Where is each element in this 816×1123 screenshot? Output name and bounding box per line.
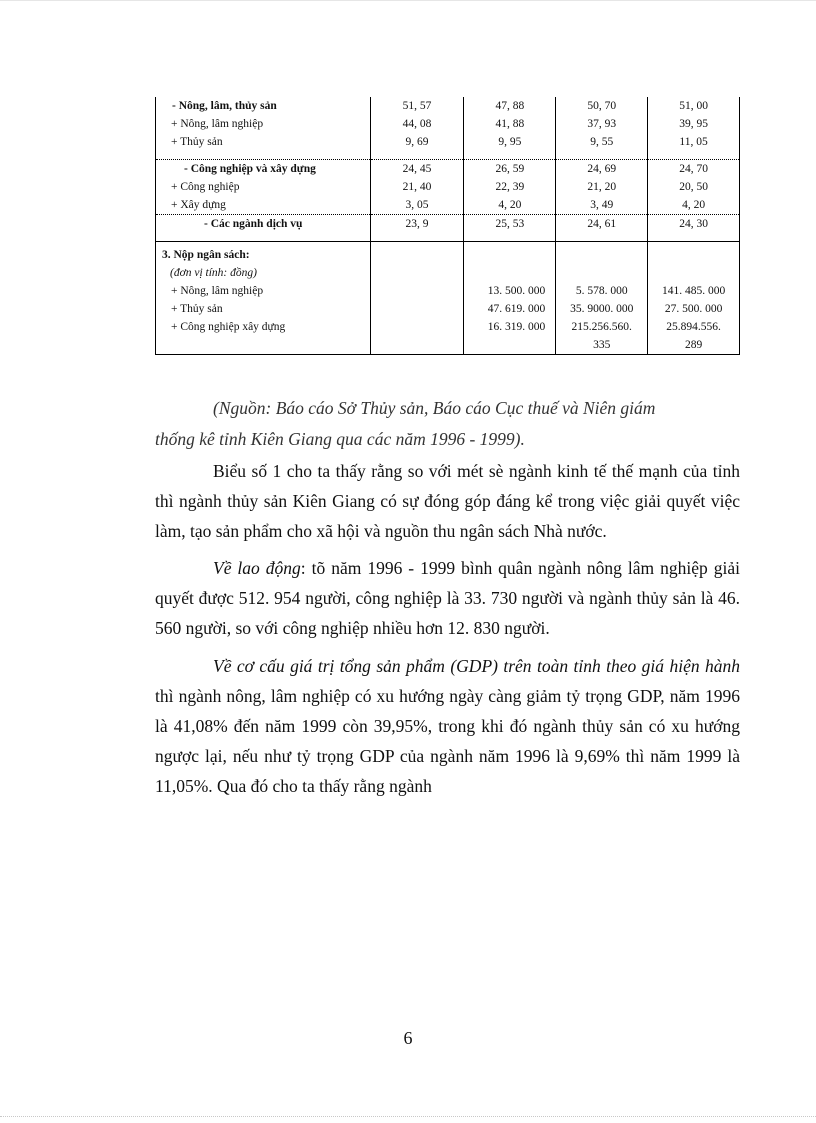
paragraph-text: : tõ năm 1996 - 1999 bình quân ngành nông lâm nghiệp giải quyết được 512. 954 người, công nghiệp là 33. 730 người và ngành thủy sản là 46. 560 người, so với công nghiệp nhiều hơn 12. 830 người.	[155, 558, 740, 638]
cell-value: 13. 500. 000	[464, 282, 556, 300]
cell-value: 4, 20	[648, 196, 740, 215]
table-row	[156, 115, 740, 133]
cell-value	[556, 264, 648, 282]
cell-value: 24, 45	[370, 160, 464, 179]
cell-value: 39, 95	[648, 115, 740, 133]
row-label: + Thủy sản	[156, 133, 371, 151]
cell-value: 47. 619. 000	[464, 300, 556, 318]
source-line-2: thống kê tỉnh Kiên Giang qua các năm 1996 - 1999).	[155, 429, 525, 449]
row-label: + Xây dựng	[156, 196, 371, 215]
cell-value: 25, 53	[464, 215, 556, 234]
paragraph-3	[155, 651, 740, 801]
cell-value: 41, 88	[464, 115, 556, 133]
cell-value: 26, 59	[464, 160, 556, 179]
cell-value: 3, 05	[370, 196, 464, 215]
source-note	[155, 393, 755, 455]
cell-value: 51, 57	[370, 97, 464, 115]
row-label: - Các ngành dịch vụ	[156, 215, 371, 234]
cell-value: 51, 00	[648, 97, 740, 115]
cell-value	[464, 264, 556, 282]
row-label: - Nông, lâm, thủy sản	[156, 97, 371, 115]
spacer-row	[156, 233, 740, 242]
cell-value: 24, 61	[556, 215, 648, 234]
unit-note: (đơn vị tính: đồng)	[156, 264, 371, 282]
table-row	[156, 160, 740, 179]
table-row	[156, 133, 740, 151]
cell-value: 25.894.556.	[648, 318, 740, 336]
cell-value: 35. 9000. 000	[556, 300, 648, 318]
cell-value	[370, 318, 464, 336]
cell-value: 37, 93	[556, 115, 648, 133]
cell-value	[464, 336, 556, 355]
cell-value	[370, 282, 464, 300]
table-row	[156, 264, 740, 282]
cell-value: 289	[648, 336, 740, 355]
table-row	[156, 215, 740, 234]
paragraph-lead: Về cơ cấu giá trị tổng sản phẩm (GDP) trên toàn tỉnh theo giá hiện hành	[213, 656, 740, 676]
row-label: + Công nghiệp	[156, 178, 371, 196]
cell-value: 44, 08	[370, 115, 464, 133]
cell-value: 4, 20	[464, 196, 556, 215]
table-row	[156, 196, 740, 215]
cell-value	[556, 242, 648, 265]
row-label: - Công nghiệp và xây dựng	[156, 160, 371, 179]
cell-value: 9, 55	[556, 133, 648, 151]
row-label	[156, 336, 371, 355]
table-row	[156, 282, 740, 300]
cell-value: 50, 70	[556, 97, 648, 115]
cell-value: 141. 485. 000	[648, 282, 740, 300]
row-label: + Công nghiệp xây dựng	[156, 318, 371, 336]
paragraph-1	[155, 456, 740, 546]
top-border	[0, 0, 816, 1]
cell-value: 27. 500. 000	[648, 300, 740, 318]
cell-value: 5. 578. 000	[556, 282, 648, 300]
row-label: + Thủy sản	[156, 300, 371, 318]
cell-value: 24, 70	[648, 160, 740, 179]
table-row	[156, 318, 740, 336]
paragraph-text: Biểu số 1 cho ta thấy rằng so với mét sè ngành kinh tế thế mạnh của tỉnh thì ngành thủy sản Kiên Giang có sự đóng góp đáng kể trong việc giải quyết việc làm, tạo sản phẩm cho xã hội và nguồn thu ngân sách Nhà nước.	[155, 461, 740, 541]
cell-value: 23, 9	[370, 215, 464, 234]
cell-value: 9, 95	[464, 133, 556, 151]
bottom-border	[0, 1116, 816, 1117]
cell-value: 24, 69	[556, 160, 648, 179]
paragraph-text: thì ngành nông, lâm nghiệp có xu hướng ngày càng giảm tỷ trọng GDP, năm 1996 là 41,08% đến năm 1999 còn 39,95%, trong khi đó ngành thủy sản có xu hướng ngược lại, nếu như tỷ trọng GDP của ngành năm 1996 là 9,69% thì năm 1999 là 11,05%. Qua đó cho ta thấy rằng ngành	[155, 686, 740, 796]
paragraph-lead: Về lao động	[213, 558, 301, 578]
spacer-row	[156, 151, 740, 160]
cell-value: 21, 40	[370, 178, 464, 196]
cell-value: 47, 88	[464, 97, 556, 115]
cell-value	[370, 336, 464, 355]
cell-value: 3, 49	[556, 196, 648, 215]
page-number: 6	[403, 1028, 413, 1048]
cell-value: 21, 20	[556, 178, 648, 196]
cell-value: 11, 05	[648, 133, 740, 151]
source-line-1: (Nguồn: Báo cáo Sở Thủy sản, Báo cáo Cục thuế và Niên giám	[213, 398, 656, 418]
cell-value: 215.256.560.	[556, 318, 648, 336]
cell-value	[370, 264, 464, 282]
cell-value	[648, 242, 740, 265]
cell-value: 9, 69	[370, 133, 464, 151]
paragraph-2	[155, 553, 740, 643]
cell-value: 335	[556, 336, 648, 355]
cell-value: 16. 319. 000	[464, 318, 556, 336]
cell-value	[370, 242, 464, 265]
table-row	[156, 300, 740, 318]
table-row	[156, 97, 740, 115]
table-row	[156, 242, 740, 265]
cell-value: 20, 50	[648, 178, 740, 196]
cell-value: 22, 39	[464, 178, 556, 196]
statistics-table	[155, 97, 740, 355]
table-row	[156, 178, 740, 196]
table-row	[156, 336, 740, 355]
row-label: + Nông, lâm nghiệp	[156, 282, 371, 300]
cell-value	[648, 264, 740, 282]
cell-value: 24, 30	[648, 215, 740, 234]
cell-value	[370, 300, 464, 318]
row-label: + Nông, lâm nghiệp	[156, 115, 371, 133]
section-heading: 3. Nộp ngân sách:	[156, 242, 371, 265]
cell-value	[464, 242, 556, 265]
